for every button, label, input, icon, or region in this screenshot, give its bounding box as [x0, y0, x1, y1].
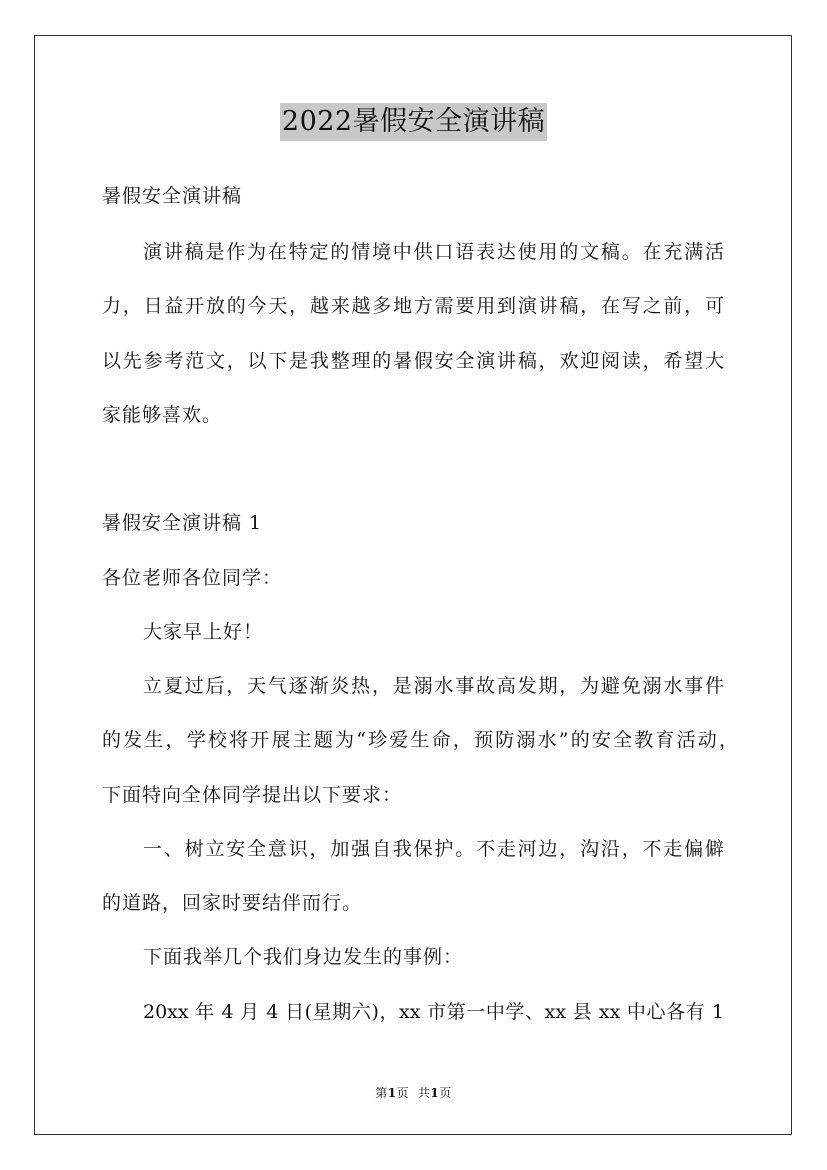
intro-line-1: 演讲稿是作为在特定的情境中供口语表达使用的文稿。在充满活 — [143, 241, 724, 263]
section-heading: 暑假安全演讲稿 1 — [102, 512, 263, 534]
body-line-7: 20xx 年 4 月 4 日(星期六)，xx 市第一中学、xx 县 xx 中心各有 1 — [143, 1001, 724, 1023]
footer-total-pages: 1 — [430, 1086, 440, 1100]
footer-page-prefix: 第 — [375, 1086, 388, 1100]
salutation: 各位老师各位同学： — [102, 567, 283, 589]
body-line-2: 的发生，学校将开展主题为“珍爱生命，预防溺水”的安全教育活动， — [102, 729, 738, 751]
document-title: 2022暑假安全演讲稿 — [280, 103, 547, 141]
body-line-1: 立夏过后，天气逐渐炎热，是溺水事故高发期，为避免溺水事件 — [143, 675, 724, 697]
page-footer — [0, 1084, 827, 1101]
body-line-6: 下面我举几个我们身边发生的事例： — [143, 946, 464, 968]
title-container — [0, 103, 827, 141]
footer-total-suffix: 页 — [439, 1086, 452, 1100]
footer-page-suffix: 页 — [396, 1086, 410, 1100]
intro-line-2: 力，日益开放的今天，越来越多地方需要用到演讲稿，在写之前，可 — [102, 295, 724, 317]
footer-total-prefix: 共 — [417, 1086, 431, 1100]
body-line-5: 的道路，回家时要结伴而行。 — [102, 892, 363, 914]
subtitle: 暑假安全演讲稿 — [102, 185, 243, 207]
intro-line-4: 家能够喜欢。 — [102, 404, 223, 426]
greeting: 大家早上好！ — [143, 621, 264, 643]
body-line-4: 一、树立安全意识，加强自我保护。不走河边，沟沿，不走偏僻 — [143, 838, 724, 860]
intro-line-3: 以先参考范文，以下是我整理的暑假安全演讲稿，欢迎阅读，希望大 — [102, 350, 724, 372]
body-line-3: 下面特向全体同学提出以下要求： — [102, 784, 403, 806]
footer-page-number: 1 — [387, 1086, 397, 1100]
